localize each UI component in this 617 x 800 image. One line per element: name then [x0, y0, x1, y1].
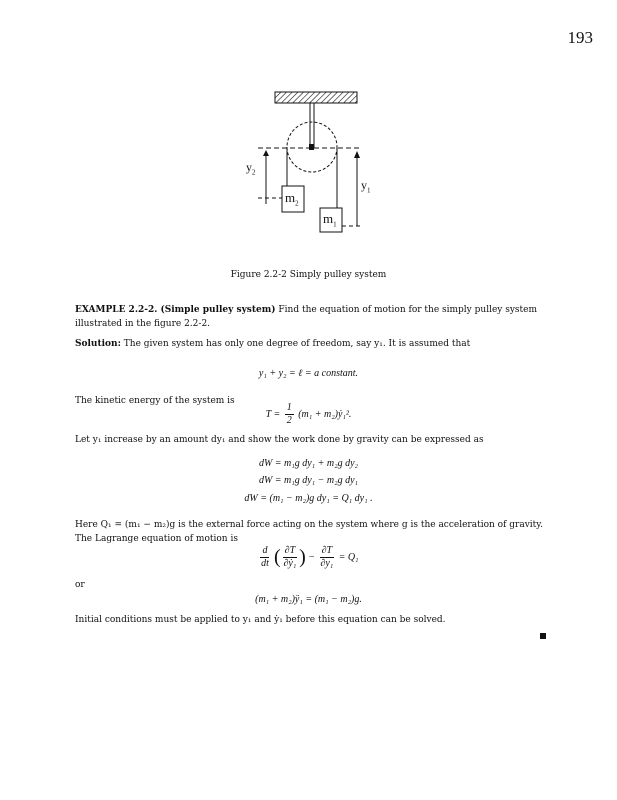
- figure-caption: Figure 2.2-2 Simply pulley system: [230, 270, 387, 280]
- force-paragraph: Here Q₁ = (m₁ − m₂)g is the external force acting on the system where g is the acceleration of gravity. The Lagrange equation of motion is: [75, 520, 544, 544]
- ke-fraction: $\frac{1}{2}$: [286, 402, 292, 426]
- mass-2-label: $m_2$: [285, 190, 299, 208]
- y1-label: $y_1$: [361, 178, 371, 195]
- constraint-equation: y₁ + y₂ = ℓ = a constant.: [258, 368, 359, 379]
- lag-d-dt: $\frac{d}{dt}$: [261, 545, 269, 569]
- ceiling-support: [275, 92, 357, 103]
- example-paragraph: [75, 303, 555, 331]
- solution-paragraph: [75, 337, 555, 351]
- work-equation-3: dW = (m₁ − m₂)g dy₁ = Q₁ dy₁ .: [244, 493, 373, 504]
- kinetic-energy-equation: [0, 402, 617, 427]
- example-heading: EXAMPLE 2.2-2. (Simple pulley system): [75, 305, 276, 315]
- example-body: Find the equation of motion for the simply pulley system illustrated in the figure 2.2-2.: [75, 305, 538, 329]
- y2-label: $y_2$: [246, 160, 256, 177]
- motion-equation: (m₁ + m₂)ÿ₁ = (m₁ − m₂)g.: [255, 594, 362, 605]
- initial-conditions-text: Initial conditions must be applied to y₁ and ẏ₁ before this equation can be solved.: [75, 615, 446, 625]
- work-equation-1: dW = m₁g dy₁ + m₂g dy₂: [258, 458, 359, 469]
- qed-mark: [540, 633, 546, 639]
- ke-rhs: (m₁ + m₂)ẏ₁².: [298, 408, 352, 420]
- ke-lhs: T =: [265, 408, 281, 420]
- pulley-figure: [230, 86, 380, 246]
- mass-1-label: $m_1$: [323, 211, 337, 229]
- work-equation-2: dW = m₁g dy₁ − m₂g dy₁: [258, 475, 359, 486]
- solution-label: Solution:: [75, 339, 121, 349]
- or-word: or: [75, 580, 85, 590]
- solution-body: The given system has only one degree of freedom, say y₁. It is assumed that: [120, 339, 471, 349]
- kinetic-energy-intro: The kinetic energy of the system is: [75, 396, 235, 406]
- lag-rhs: = Q₁: [338, 551, 359, 563]
- lagrange-equation: $\frac{d}{dt}$ ( $\frac{\partial T}{\text{∂ẏ₁}}$ ) − $\frac{\partial T}{\text{∂y₁}}$ = Q₁: [261, 545, 359, 569]
- lag-t-fraction: $\frac{\partial T}{\text{∂y₁}}$: [320, 545, 334, 569]
- lag-inner-fraction: $\frac{\partial T}{\text{∂ẏ₁}}$: [283, 545, 297, 569]
- page-number: 193: [567, 28, 593, 47]
- work-intro: Let y₁ increase by an amount dy₁ and show the work done by gravity can be expressed as: [75, 435, 484, 445]
- lag-minus: −: [308, 551, 316, 563]
